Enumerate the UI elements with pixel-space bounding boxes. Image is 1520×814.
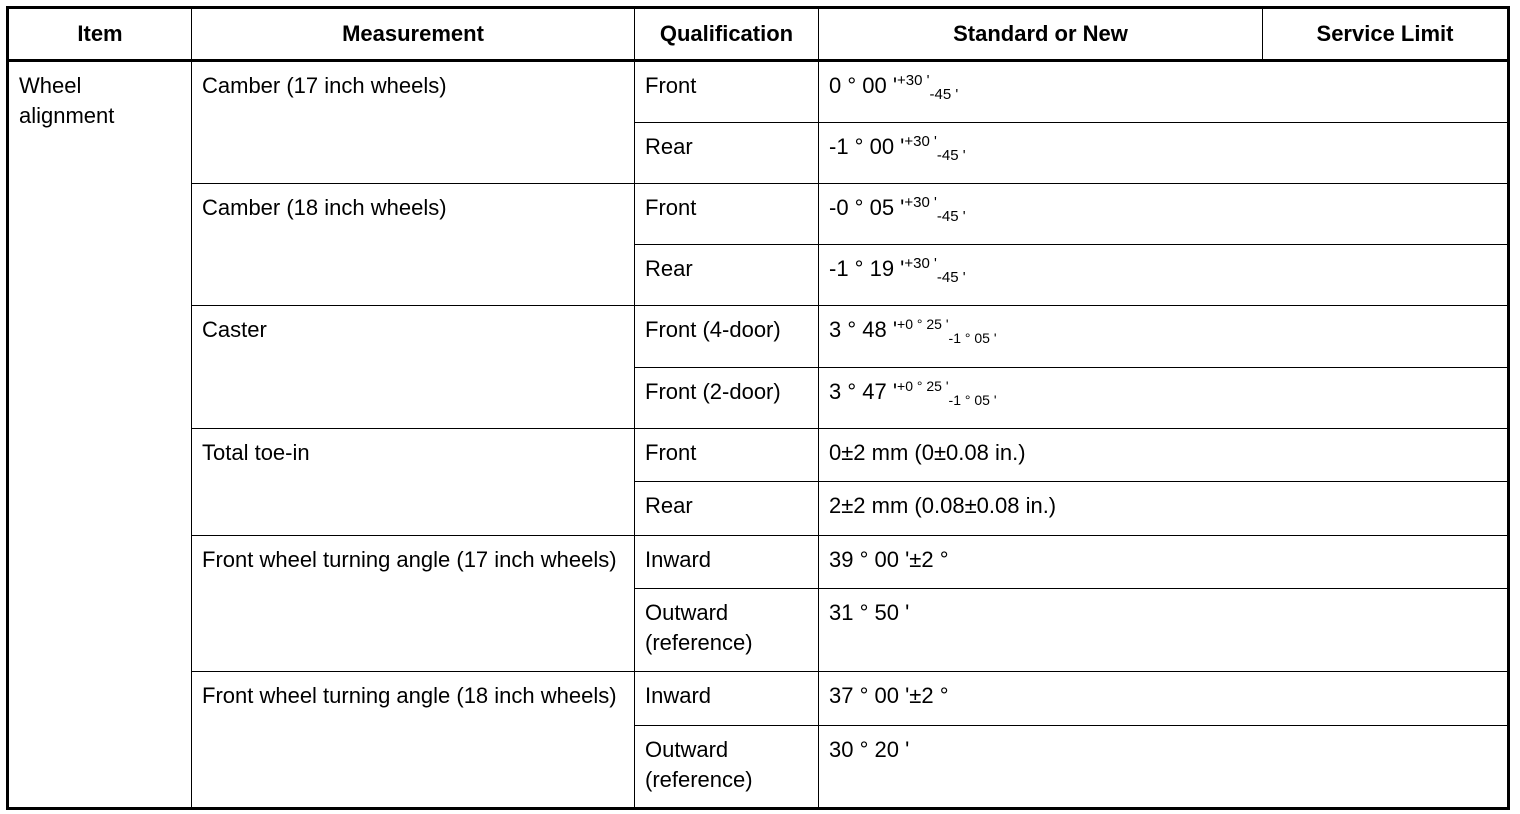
measurement-cell: Camber (17 inch wheels) xyxy=(192,61,635,184)
qualification-cell: Rear xyxy=(635,482,819,536)
header-qualification: Qualification xyxy=(635,8,819,61)
standard-value: 31 ° 50 ' xyxy=(819,589,1509,672)
qualification-cell: Inward xyxy=(635,536,819,589)
standard-value: 30 ° 20 ' xyxy=(819,726,1509,809)
qualification-cell: Inward xyxy=(635,672,819,726)
standard-value: -1 ° 19 '$^{+30 '}_{-45 '}$ xyxy=(819,245,1509,306)
qualification-cell: Front (4-door) xyxy=(635,306,819,368)
measurement-cell: Caster xyxy=(192,306,635,429)
measurement-cell: Camber (18 inch wheels) xyxy=(192,184,635,306)
standard-value: -0 ° 05 '$^{+30 '}_{-45 '}$ xyxy=(819,184,1509,245)
qualification-cell: Front (2-door) xyxy=(635,368,819,429)
standard-value: 3 ° 48 '$^{+0 ^\circ 25 '}_{-1 ^\circ 05 '}$ xyxy=(819,306,1509,368)
standard-value: 0±2 mm (0±0.08 in.) xyxy=(819,429,1509,482)
qualification-cell: Outward (reference) xyxy=(635,726,819,809)
qualification-cell: Front xyxy=(635,61,819,123)
table-row xyxy=(8,429,1509,482)
table-row xyxy=(8,672,1509,726)
measurement-cell: Front wheel turning angle (17 inch wheels) xyxy=(192,536,635,672)
measurement-cell: Front wheel turning angle (18 inch wheels) xyxy=(192,672,635,809)
header-item: Item xyxy=(8,8,192,61)
standard-value: -1 ° 00 '$^{+30 '}_{-45 '}$ xyxy=(819,123,1509,184)
specifications-table xyxy=(6,6,1510,810)
qualification-cell: Front xyxy=(635,429,819,482)
measurement-cell: Total toe-in xyxy=(192,429,635,536)
standard-value: 0 ° 00 '$^{+30 '}_{-45 '}$ xyxy=(819,61,1509,123)
table-row xyxy=(8,184,1509,245)
header-measurement: Measurement xyxy=(192,8,635,61)
standard-value: 39 ° 00 '±2 ° xyxy=(819,536,1509,589)
table-row xyxy=(8,536,1509,589)
header-row xyxy=(8,8,1509,61)
standard-value: 37 ° 00 '±2 ° xyxy=(819,672,1509,726)
qualification-cell: Rear xyxy=(635,123,819,184)
header-service-limit: Service Limit xyxy=(1263,8,1509,61)
table-row xyxy=(8,306,1509,368)
standard-value: 2±2 mm (0.08±0.08 in.) xyxy=(819,482,1509,536)
item-cell: Wheel alignment xyxy=(8,61,192,809)
qualification-cell: Rear xyxy=(635,245,819,306)
standard-value: 3 ° 47 '$^{+0 ^\circ 25 '}_{-1 ^\circ 05 '}$ xyxy=(819,368,1509,429)
header-standard: Standard or New xyxy=(819,8,1263,61)
qualification-cell: Outward (reference) xyxy=(635,589,819,672)
table-row xyxy=(8,61,1509,123)
qualification-cell: Front xyxy=(635,184,819,245)
